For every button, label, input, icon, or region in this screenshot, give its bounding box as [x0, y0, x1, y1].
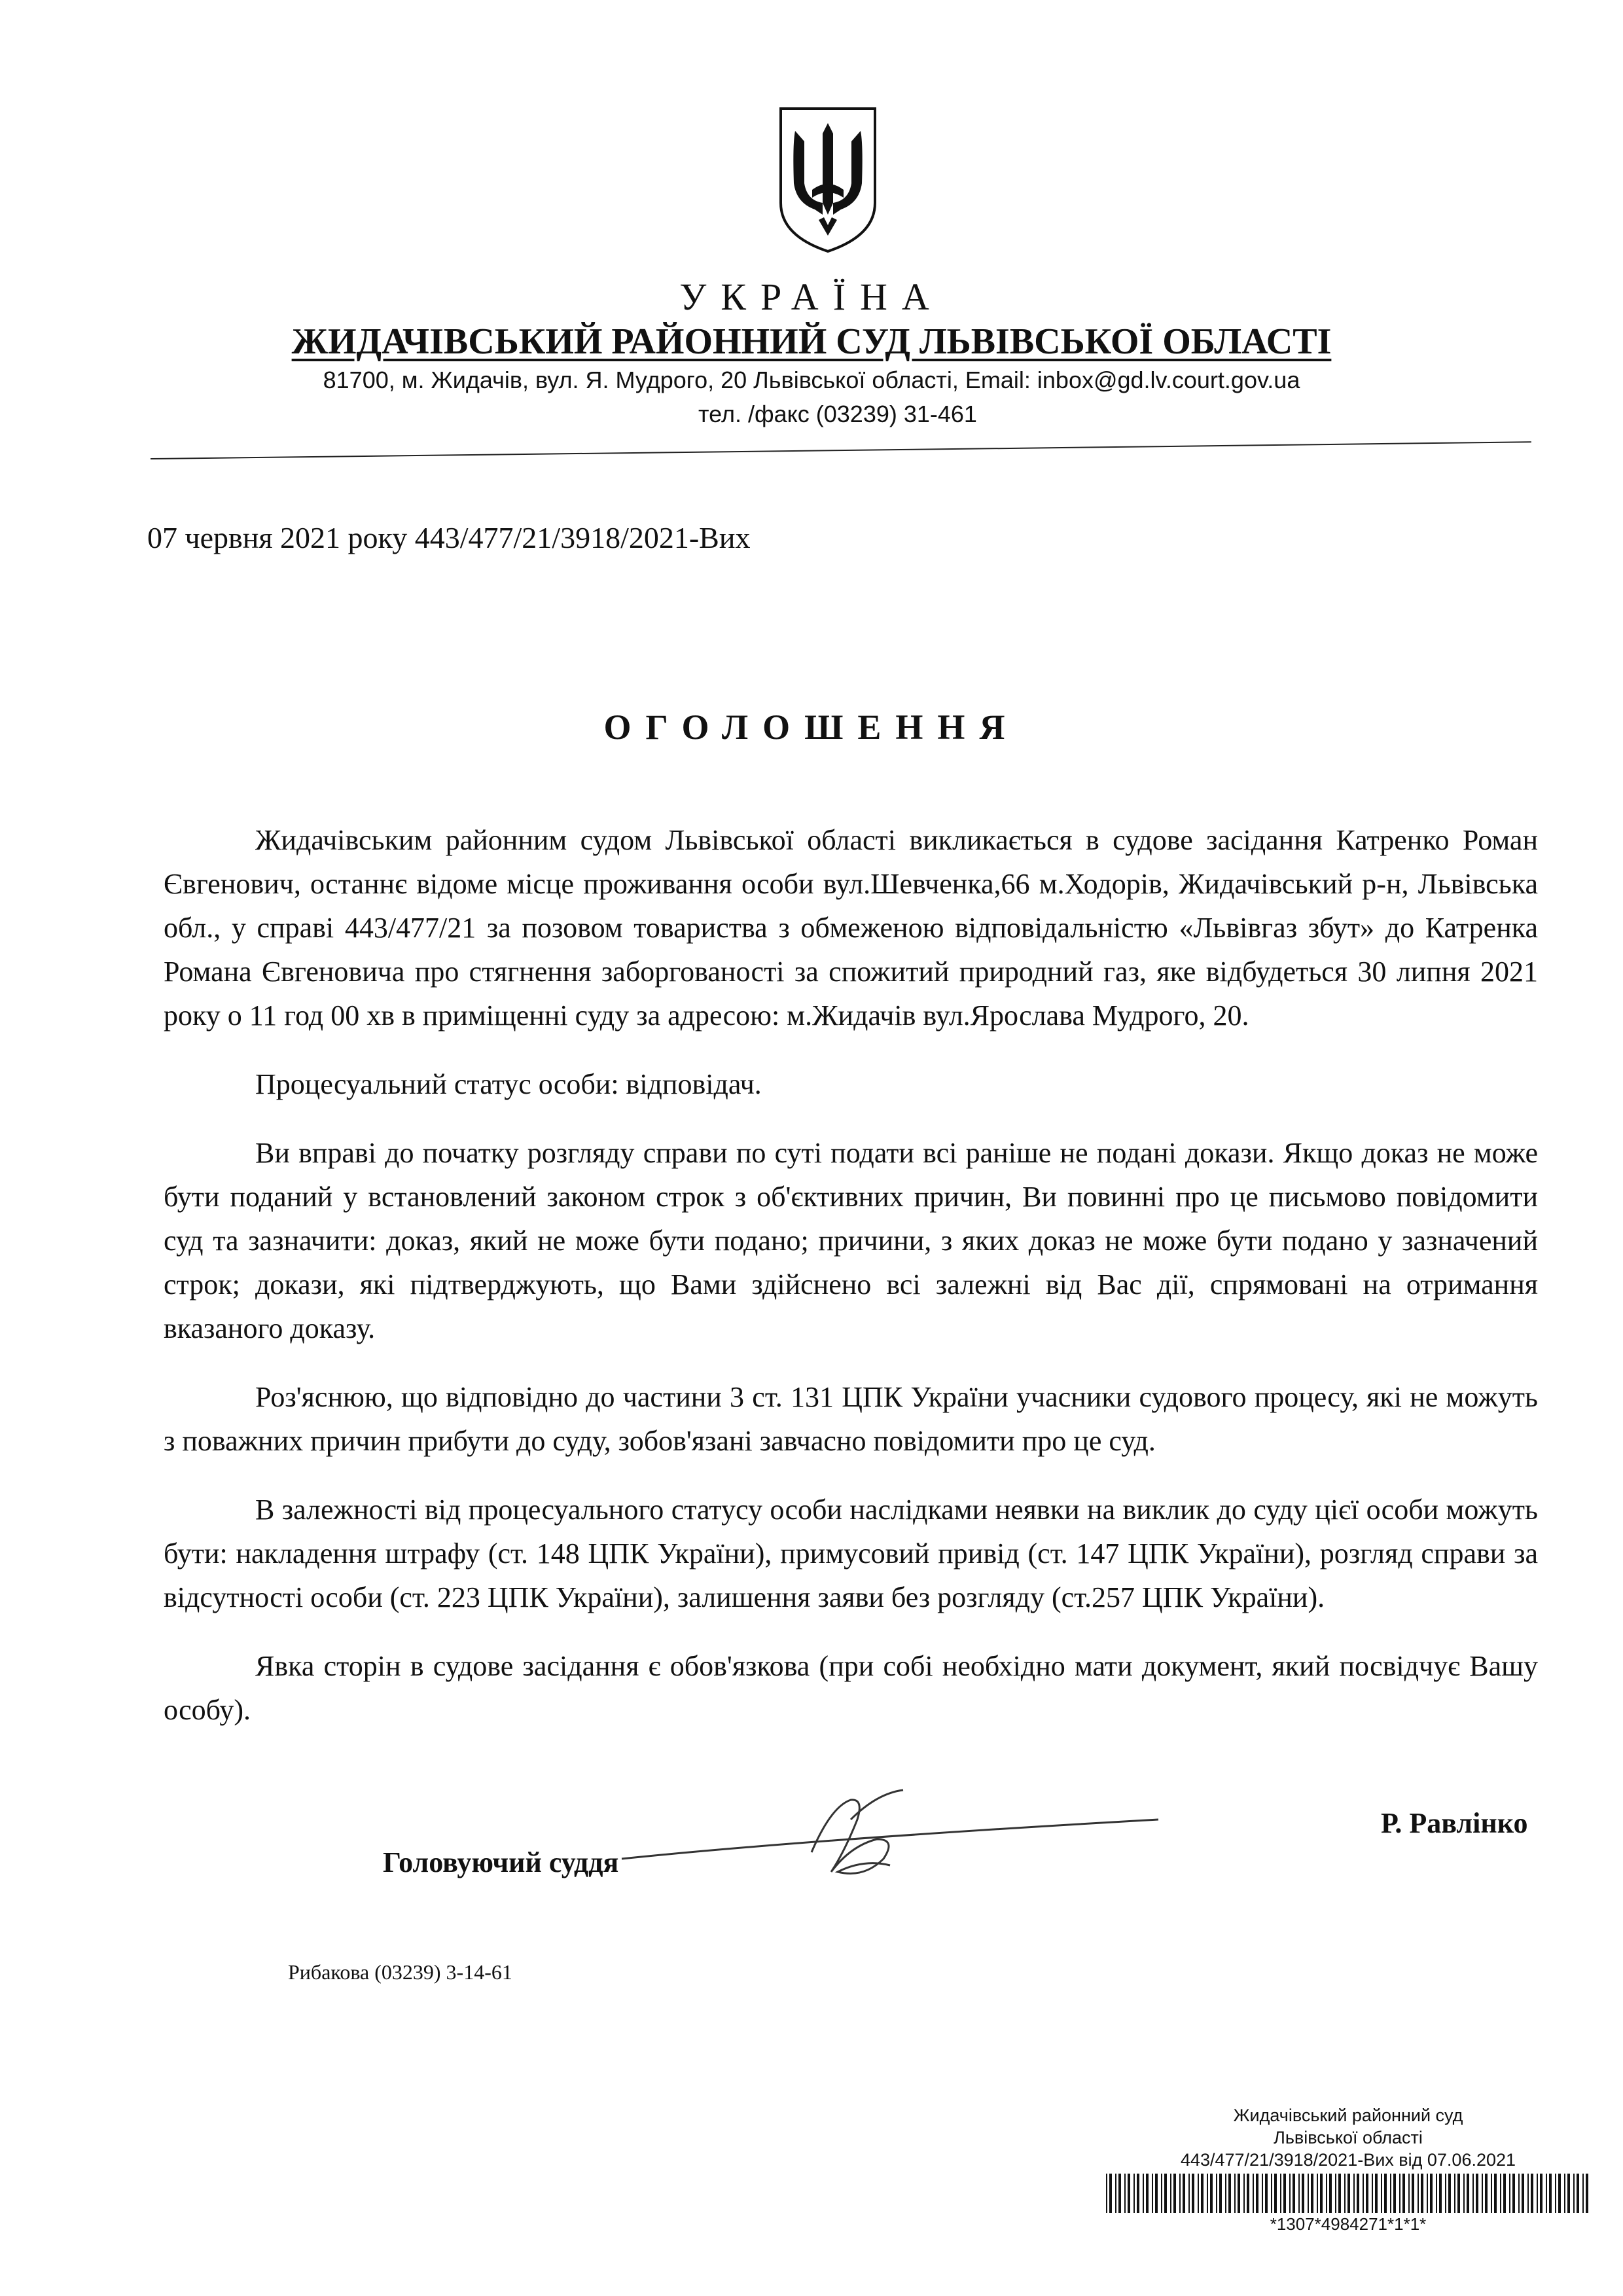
stamp-court: Жидачівський районний суд [1233, 2106, 1463, 2125]
judge-label: Головуючий суддя [383, 1846, 619, 1878]
court-address: 81700, м. Жидачів, вул. Я. Мудрого, 20 Львівської області, Email: inbox@gd.lv.court.gov.ua [323, 367, 1300, 393]
paragraph: Процесуальний статус особи: відповідач. [255, 1068, 762, 1100]
court-phone: тел. /факс (03239) 31-461 [698, 401, 977, 427]
stamp-reg-number: 443/477/21/3918/2021-Вих від 07.06.2021 [1180, 2150, 1516, 2170]
outgoing-number: 07 червня 2021 року 443/477/21/3918/2021-Вих [147, 521, 751, 554]
document-title: ОГОЛОШЕННЯ [603, 708, 1020, 747]
contact-line: Рибакова (03239) 3-14-61 [288, 1960, 512, 1984]
trident-emblem-icon [776, 105, 880, 255]
paragraph: В залежності від процесуального статусу особи наслідками неявки на виклик до суду цієї особи можуть бути: накладення штрафу (ст. 148 ЦПК України), примусовий привід (ст. 147 ЦПК України), розгляд справи за відсутності особи (ст. 223 ЦПК України), залишення заяви без розгляду (ст.257 ЦПК України). [164, 1494, 1538, 1613]
paragraph: Роз'яснюю, що відповідно до частини 3 ст. 131 ЦПК України учасники судового процесу, які не можуть з поважних причин прибути до суду, зобов'язані завчасно повідомити про це суд. [164, 1381, 1538, 1457]
registration-stamp [1106, 2104, 1590, 2235]
barcode-number: *1307*4984271*1*1* [1270, 2214, 1427, 2234]
paragraph: Жидачівським районним судом Львівської області викликається в судове засідання Катренко Роман Євгенович, останнє відоме місце проживання особи вул.Шевченка,66 м.Ходорів, Жидачівський р-н, Львівська обл., у справі 443/477/21 за позовом товариства з обмеженою відповідальністю «Львівгаз збут» до Катренка Романа Євгеновича про стягнення заборгованості за спожитий природний газ, яке відбудеться 30 липня 2021 року о 11 год 00 хв в приміщенні суду за адресою: м.Жидачів вул.Ярослава Мудрого, 20. [164, 824, 1538, 1031]
stamp-region: Львівської області [1274, 2128, 1423, 2147]
signature-block [0, 1780, 1623, 1911]
header-divider [151, 441, 1531, 459]
handwritten-signature-icon [615, 1780, 1171, 1892]
paragraph: Ви вправі до початку розгляду справи по суті подати всі раніше не подані докази. Якщо доказ не може бути поданий у встановлений законом строк з об'єктивних причин, Ви повинні про це письмово повідомити суд та зазначити: доказ, який не може бути подано; причини, з яких доказ не може бути подано у зазначений строк; докази, які підтверджують, що Вами здійснено всі залежні від Вас дії, спрямовані на отримання вказаного доказу. [164, 1137, 1538, 1344]
paragraph: Явка сторін в судове засідання є обов'язкова (при собі необхідно мати документ, який посвідчує Вашу особу). [164, 1650, 1538, 1726]
barcode-icon [1106, 2174, 1590, 2213]
country-title: УКРАЇНА [679, 276, 944, 318]
judge-name: Р. Равлінко [1381, 1807, 1528, 1839]
court-name: ЖИДАЧІВСЬКИЙ РАЙОННИЙ СУД ЛЬВІВСЬКОЇ ОБЛАСТІ [291, 321, 1332, 362]
document-body [164, 818, 1538, 1757]
